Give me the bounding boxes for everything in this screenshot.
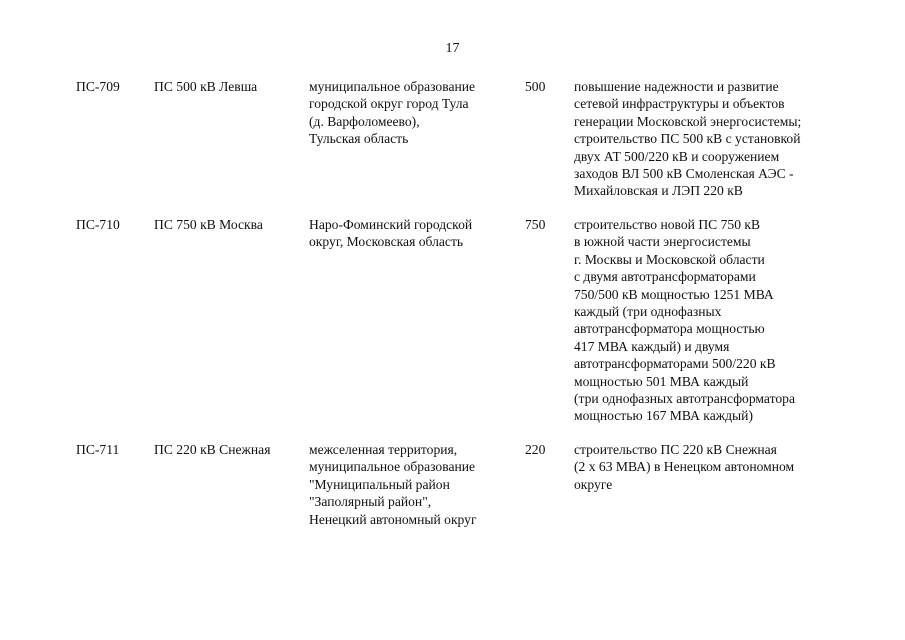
object-location: Наро-Фоминский городской округ, Московская область <box>309 217 473 250</box>
object-description: строительство ПС 220 кВ Снежная (2 х 63 МВА) в Ненецком автономном округе <box>574 442 795 492</box>
object-code: ПС-711 <box>76 442 120 457</box>
object-code: ПС-709 <box>76 79 120 94</box>
object-voltage: 500 <box>525 79 546 94</box>
object-voltage: 220 <box>525 442 546 457</box>
object-name: ПС 220 кВ Снежная <box>154 442 271 457</box>
object-description: строительство новой ПС 750 кВ в южной части энергосистемы г. Москвы и Московской области с двумя автотрансформаторами 750/500 кВ мощностью 1251 МВА каждый (три однофазных автотрансформатора мощностью 417 МВА каждый) и двумя автотрансформаторами 500/220 кВ мощностью 501 МВА каждый (три однофазных автотрансформатора мощностью 167 МВА каждый) <box>574 217 795 424</box>
object-voltage: 750 <box>525 217 546 232</box>
object-code: ПС-710 <box>76 217 120 232</box>
object-name: ПС 500 кВ Левша <box>154 79 258 94</box>
page-number: 17 <box>445 41 460 56</box>
object-location: межселенная территория, муниципальное образование "Муниципальный район "Заполярный район", Ненецкий автономный округ <box>309 442 477 527</box>
object-name: ПС 750 кВ Москва <box>154 217 263 232</box>
object-location: муниципальное образование городской округ город Тула (д. Варфоломеево), Тульская область <box>309 79 476 147</box>
object-description: повышение надежности и развитие сетевой инфраструктуры и объектов генерации Московской энергосистемы; строительство ПС 500 кВ с установкой двух АТ 500/220 кВ и сооружением заходов ВЛ 500 кВ Смоленская АЭС - Михайловская и ЛЭП 220 кВ <box>574 79 802 199</box>
